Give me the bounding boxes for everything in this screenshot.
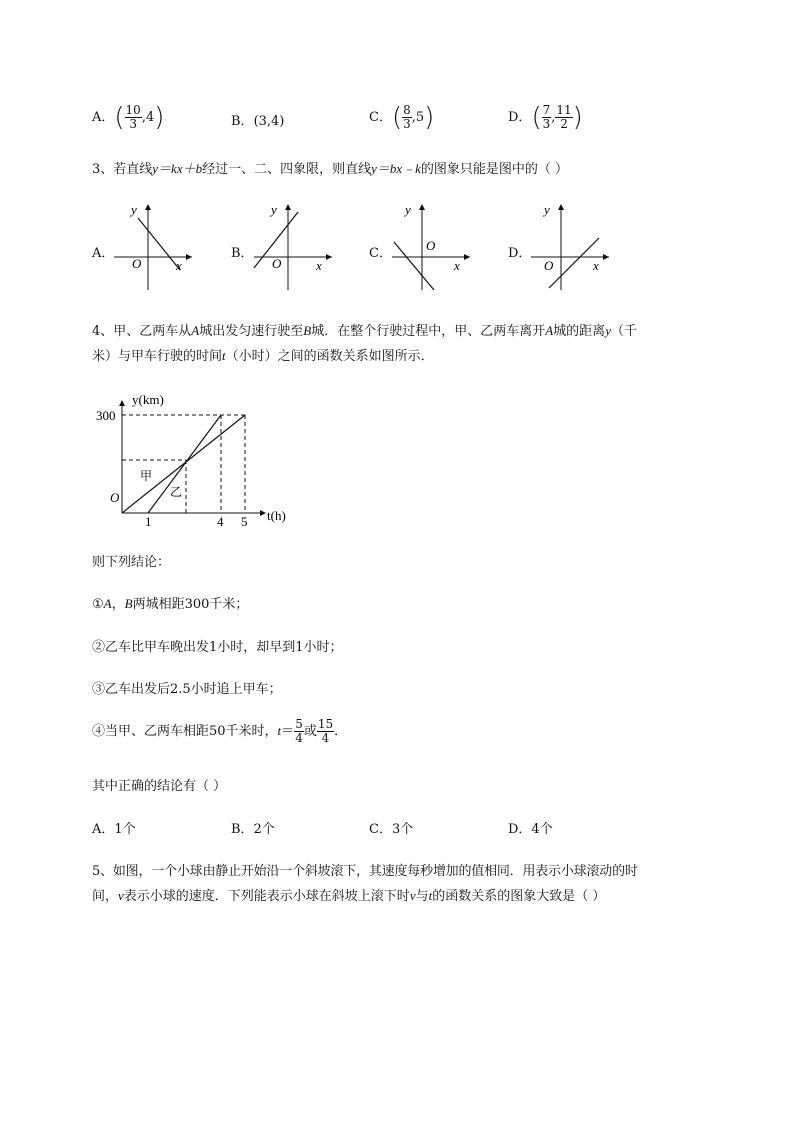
denominator: 3 [403, 117, 411, 131]
x-axis-arrow-icon [186, 254, 192, 260]
left-paren: ( [391, 102, 403, 133]
function-line [138, 218, 180, 270]
q4-stem-line2 [92, 345, 434, 364]
y-axis-arrow-icon [558, 204, 564, 210]
q4-statement-3: ③乙车出发后2.5小时追上甲车； [92, 682, 282, 697]
x-axis-label: x [316, 258, 322, 273]
q4-statement-2: ②乙车比甲车晚出发1小时，却早到1小时； [92, 640, 343, 655]
left-paren: ( [531, 102, 542, 133]
q5-text: 表示小球的速度．下列能表示小球在斜坡上滚下时 [123, 889, 410, 904]
q5-text: 与 [415, 889, 429, 904]
var-y: y [605, 323, 611, 338]
q4-text: 城．在整个行驶过程中，甲、乙两车离开 [311, 324, 546, 339]
q3-graph-c [388, 200, 473, 295]
q3-stem [92, 158, 568, 177]
x-axis-label: x [454, 258, 460, 273]
q4-text: 米）与甲车行驶的时间 [92, 349, 223, 364]
tick-1: 1 [145, 514, 152, 528]
x-axis-label: x [176, 258, 182, 273]
q5-line2 [92, 885, 605, 904]
function-line [549, 238, 599, 288]
q4-stem-line1 [92, 320, 637, 339]
q3-equation-1: y＝kx＋b [152, 161, 203, 176]
y-axis-arrow-icon [419, 204, 425, 210]
line-yi [148, 415, 221, 513]
q4-text: 或 [303, 724, 317, 739]
denominator: 3 [129, 117, 137, 131]
denominator: 4 [295, 731, 303, 745]
origin-label: O [110, 490, 120, 505]
q4-option-c: C．3个 [369, 822, 414, 837]
numerator: 8 [403, 103, 411, 117]
q5-line1: 5、如图，一个小球由静止开始沿一个斜坡滚下，其速度每秒增加的值相同．用表示小球滚动的时 [92, 864, 638, 879]
city-a: A [191, 323, 200, 338]
denominator: 4 [321, 731, 330, 745]
label-yi: 乙 [170, 485, 183, 499]
option-text: (3,4) [253, 114, 285, 129]
origin-label: O [272, 256, 282, 271]
q4-option-d: D．4个 [508, 822, 553, 837]
y-axis-label: y(km) [132, 392, 164, 407]
x-axis-label: x [593, 258, 599, 273]
numerator: 11 [556, 103, 572, 117]
fraction [555, 104, 572, 131]
var-t: t [222, 348, 226, 363]
city-b: B [303, 323, 312, 338]
q2-option-c [369, 104, 434, 131]
var-t: t [277, 723, 282, 738]
origin-label: O [426, 238, 436, 253]
y-axis-arrow-icon [119, 400, 125, 406]
label-jia: 甲 [140, 469, 153, 483]
q4-question: 其中正确的结论有（ ） [92, 779, 227, 794]
q4-text: 城出发匀速行驶至 [199, 324, 304, 339]
option-label: D． [508, 110, 532, 125]
city-a: A [545, 323, 554, 338]
y-axis-label: y [405, 202, 411, 217]
fraction [542, 104, 552, 131]
option-rest: ,4 [141, 110, 155, 125]
x-axis-arrow-icon [603, 254, 609, 260]
denominator: 3 [542, 117, 551, 131]
numerator: 5 [295, 717, 303, 731]
numerator: 15 [317, 717, 334, 731]
q4-text: （千 [610, 324, 637, 339]
q3-text: 的图象只能是图中的（ ） [420, 162, 569, 177]
x-axis-arrow-icon [326, 254, 332, 260]
q3-graph-b-label: B． [231, 246, 254, 261]
x-axis-arrow-icon [260, 510, 266, 516]
option-label: C． [369, 110, 392, 125]
tick-5: 5 [241, 514, 248, 528]
option-label: B． [231, 114, 254, 129]
equals-sign: ＝ [281, 724, 295, 739]
q4-intro: 则下列结论： [92, 555, 171, 570]
q5-text: 间， [92, 889, 119, 904]
origin-label: O [544, 258, 554, 273]
city-b: B [124, 596, 133, 611]
q4-text: 城的距离 [553, 324, 606, 339]
origin-label: O [132, 256, 142, 271]
q3-graph-a-label: A． [92, 246, 115, 261]
numerator: 7 [542, 103, 551, 117]
tick-4: 4 [217, 514, 224, 528]
x-axis-label: t(h) [267, 508, 286, 523]
q4-option-b: B．2个 [231, 822, 275, 837]
q3-graph-d [527, 200, 612, 295]
q2-option-d: D．( $\frac{7}{3}$ , $\frac{11}{2}$ ) [508, 102, 583, 133]
y-axis-label: y [271, 202, 277, 217]
q2-option-b [231, 110, 284, 129]
x-axis-arrow-icon [464, 254, 470, 260]
fraction [125, 104, 142, 131]
var-v: v [409, 888, 416, 903]
city-a: A [103, 596, 112, 611]
option-label: A． [92, 110, 115, 125]
fraction [402, 104, 412, 131]
option-rest: ,5 [411, 110, 425, 125]
q4-text: ① [92, 597, 104, 612]
denominator: 2 [560, 117, 568, 131]
var-v: v [118, 888, 124, 903]
right-paren: ) [154, 102, 165, 133]
var-t: t [428, 888, 433, 903]
q4-graph [92, 388, 297, 528]
q4-text: ． [334, 724, 348, 739]
y-axis-label: y [544, 202, 550, 217]
q4-text: ， [111, 597, 125, 612]
left-paren: ( [114, 102, 125, 133]
right-paren: ) [424, 102, 435, 133]
numerator: 10 [125, 103, 141, 117]
q3-graph-d-label: D． [508, 246, 532, 261]
line-jia [122, 415, 245, 513]
q3-text: 3、若直线 [92, 162, 153, 177]
q4-text: 4、甲、乙两车从 [92, 324, 192, 339]
q3-graph-a [110, 200, 195, 295]
q4-text: （小时）之间的函数关系如图所示． [225, 349, 434, 364]
q3-text: 经过一、二、四象限，则直线 [202, 162, 372, 177]
q5-text: 的函数关系的图象大致是（ ） [432, 889, 606, 904]
q2-option-a [92, 104, 164, 131]
q4-statement-1 [92, 593, 248, 612]
y-axis-label: y [131, 202, 137, 217]
right-paren: ) [572, 102, 583, 133]
y-axis-arrow-icon [285, 204, 291, 210]
q3-graph-b [250, 200, 335, 295]
tick-300: 300 [96, 408, 116, 423]
y-axis-arrow-icon [145, 204, 151, 210]
fraction [317, 718, 334, 745]
q4-text: ④当甲、乙两车相距50千米时， [92, 724, 278, 739]
q4-text: 两城相距300千米； [132, 597, 249, 612]
q3-equation-2: y＝bx﹣k [371, 161, 421, 176]
q4-option-a: A．1个 [92, 822, 136, 837]
q4-statement-4 [92, 718, 347, 745]
fraction [294, 718, 304, 745]
q3-graph-c-label: C． [369, 246, 392, 261]
